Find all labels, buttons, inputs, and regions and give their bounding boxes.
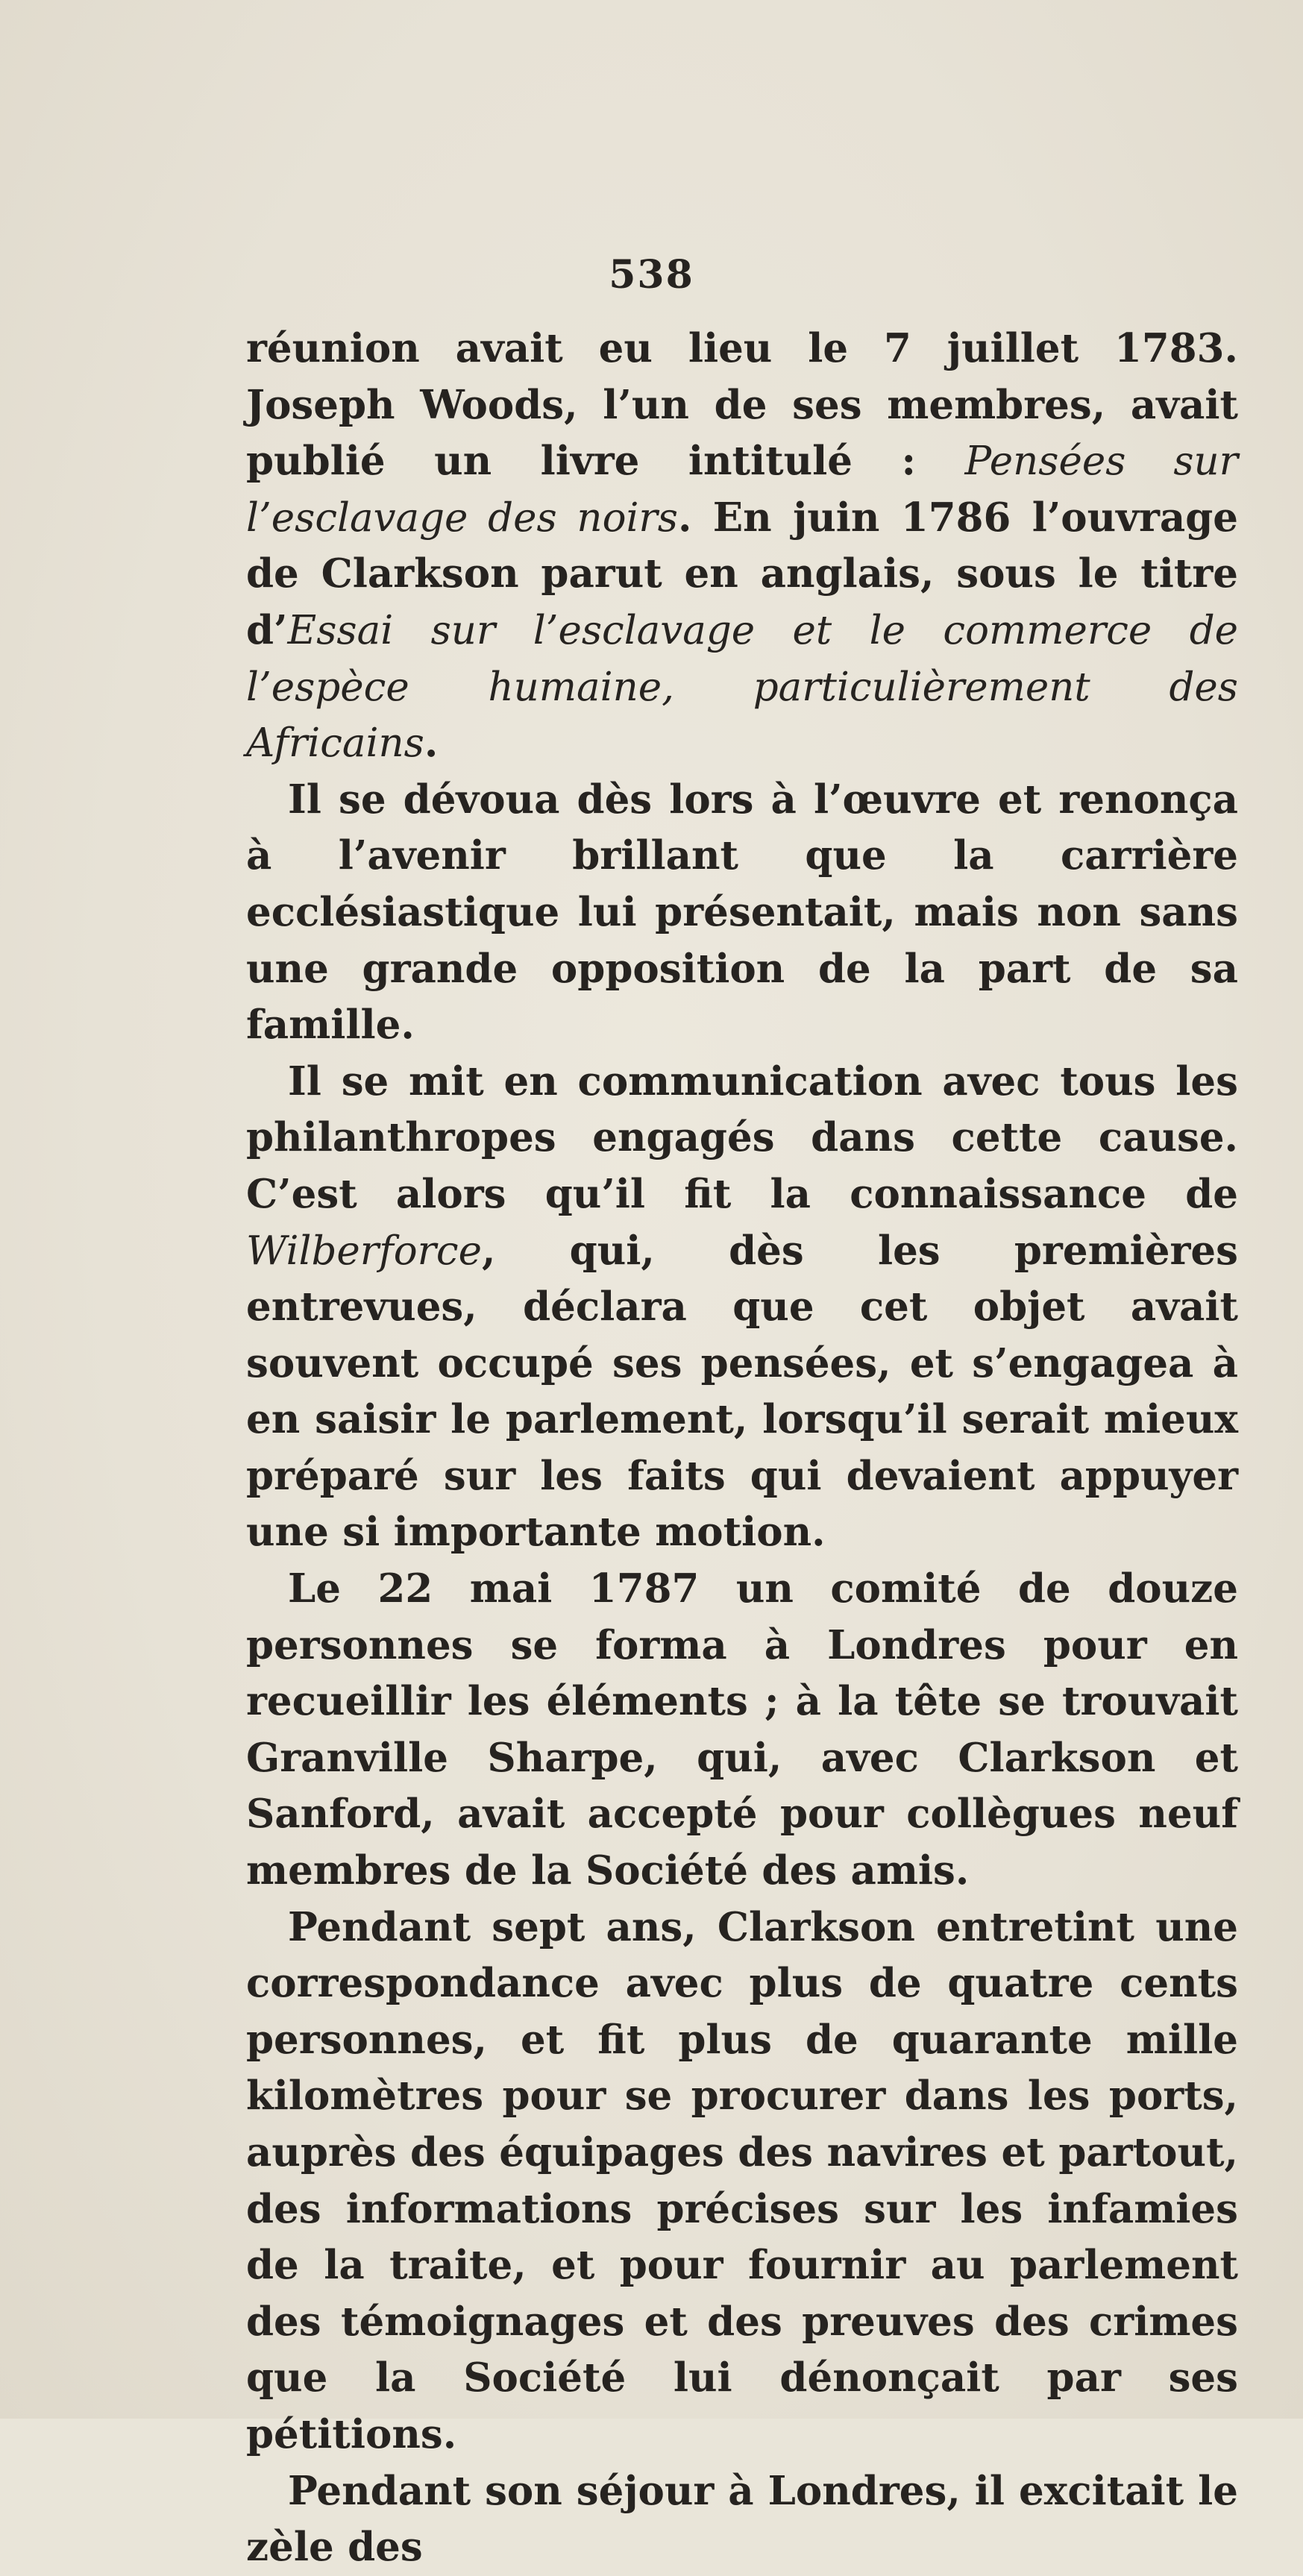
- paragraph-5: [246, 1900, 1238, 2463]
- text-segment: Il se mit en communication avec tous les philanthropes engagés dans cette cause. C’est alors qu’il fit la connaissance de: [246, 1058, 1238, 1217]
- italic-title-essai: Essai sur l’esclavage et le commerce de l’espèce humaine, particulièrement des Africains: [246, 607, 1238, 767]
- paragraph-3: [246, 1054, 1238, 1561]
- body-text: [246, 321, 1238, 2576]
- page-number: 538: [609, 252, 694, 298]
- text-segment: . En juin 1786 l’ouvrage de Clarkson parut en anglais, sous le titre d’: [246, 494, 1238, 653]
- text-segment: Pendant sept ans, Clarkson entretint une correspondance avec plus de quatre cents personnes, et fit plus de quarante mille kilomètres pour se procurer dans les ports, auprès des équipages des navires et partout, des informations précises sur les infamies de la traite, et pour fournir au parlement des témoignages et des preuves des crimes que la Société lui dénonçait par ses pétitions.: [246, 1903, 1238, 2457]
- italic-title-pensees: Pensées sur l’esclavage des noirs: [246, 439, 1238, 541]
- text-segment: Le 22 mai 1787 un comité de douze personnes se forma à Londres pour en recueillir les éléments ; à la tête se trouvait Granville Sharpe, qui, avec Clarkson et Sanford, avait accepté pour collègues neuf membres de la Société des amis.: [246, 1565, 1238, 1894]
- paragraph-1: [246, 321, 1238, 772]
- paragraph-6: [246, 2463, 1238, 2576]
- italic-name-wilberforce: Wilberforce: [246, 1228, 482, 1274]
- text-segment: réunion avait eu lieu le 7 juillet 1783. Joseph Woods, l’un de ses membres, avait publié un livre intitulé :: [246, 325, 1238, 485]
- text-segment: , qui, dès les premières entrevues, déclara que cet objet avait souvent occupé ses pensées, et s’engagea à en saisir le parlement, lorsqu’il serait mieux préparé sur les faits qui devaient appuyer une si importante motion.: [246, 1227, 1238, 1556]
- paragraph-2: [246, 772, 1238, 1054]
- text-segment: .: [424, 720, 439, 767]
- text-segment: Pendant son séjour à Londres, il excitait le zèle des: [246, 2467, 1238, 2571]
- paragraph-4: [246, 1561, 1238, 1900]
- text-segment: Il se dévoua dès lors à l’œuvre et renonça à l’avenir brillant que la carrière ecclésiastique lui présentait, mais non sans une grande opposition de la part de sa famille.: [246, 776, 1238, 1049]
